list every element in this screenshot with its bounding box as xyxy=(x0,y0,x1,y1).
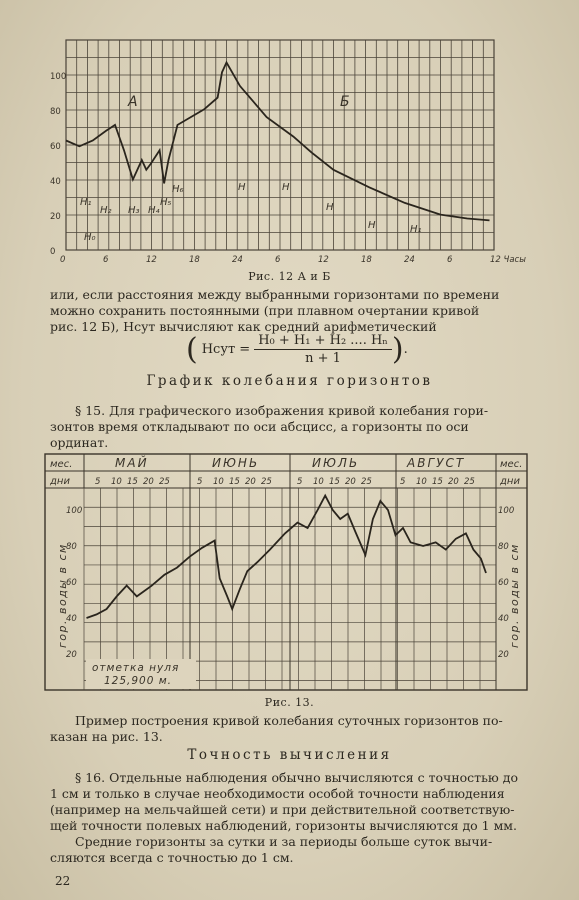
month-label-may: МАЙ xyxy=(115,456,149,470)
formula-fraction xyxy=(254,333,392,366)
day-tick: 25 xyxy=(464,477,475,487)
fig12-h-label: Н₁ xyxy=(410,224,422,235)
fig12-y-tick: 100 xyxy=(50,72,67,82)
day-tick: 25 xyxy=(261,477,272,487)
text-line: § 16. Отдельные наблюдения обычно вычисляются с точностью до xyxy=(75,770,518,785)
fig13-y-tick-right: 100 xyxy=(498,506,515,516)
fig13-y-tick-left: 80 xyxy=(66,542,77,552)
fig13-y-tick-right: 20 xyxy=(498,650,509,660)
fig12-h-label: Н₀ xyxy=(84,232,96,243)
fig13-y-tick-right: 60 xyxy=(498,578,509,588)
zero-mark-value: 125,900 м. xyxy=(104,675,173,687)
fig12-h-label: Н₁ xyxy=(80,197,92,208)
day-tick: 15 xyxy=(329,477,340,487)
fig12-x-tick: 12 xyxy=(146,255,157,265)
fig12-x-tick: 6 xyxy=(447,255,453,265)
fig12-x-tick: 18 xyxy=(361,255,372,265)
day-tick: 10 xyxy=(416,477,427,487)
fig12-y-tick: 60 xyxy=(50,142,61,152)
text-line: Пример построения кривой колебания суточных горизонтов по- xyxy=(75,713,503,728)
day-tick: 10 xyxy=(111,477,122,487)
day-tick: 15 xyxy=(229,477,240,487)
fig12-h-label: Н₆ xyxy=(172,184,184,195)
day-tick: 25 xyxy=(159,477,170,487)
month-label-june: ИЮНЬ xyxy=(212,456,260,470)
region-label-b: Б xyxy=(340,94,350,110)
fig12-x-tick: 6 xyxy=(103,255,109,265)
text-line: 1 см и только в случае необходимости особой точности наблюдения xyxy=(50,786,505,801)
day-tick: 10 xyxy=(313,477,324,487)
day-tick: 20 xyxy=(143,477,154,487)
formula-lhs: Нсут = xyxy=(201,342,251,357)
day-tick: 15 xyxy=(127,477,138,487)
figure-13-caption: Рис. 13. xyxy=(264,696,315,709)
header-mes-left: мес. xyxy=(50,459,73,470)
day-tick: 25 xyxy=(361,477,372,487)
month-label-july: ИЮЛЬ xyxy=(312,456,360,470)
text-line: зонтов время откладывают по оси абсцисс, а горизонты по оси xyxy=(50,419,469,434)
fig13-y-tick-right: 80 xyxy=(498,542,509,552)
text-line: рис. 12 Б), Нсут вычисляют как средний арифметический xyxy=(50,319,437,334)
fig12-x-tick: 24 xyxy=(404,255,415,265)
month-label-august: АВГУСТ xyxy=(407,456,466,470)
region-label-a: А xyxy=(128,94,138,110)
day-tick: 5 xyxy=(400,477,406,487)
text-line: (например на мельчайшей сети) и при действительной соответствую- xyxy=(50,802,515,817)
header-dni-right: дни xyxy=(500,476,520,487)
formula-paren-open: ( xyxy=(186,331,198,367)
zero-mark-label: отметка нуля xyxy=(92,662,180,674)
text-line: щей точности полевых наблюдений, горизонты вычисляются до 1 мм. xyxy=(50,818,518,833)
text-line: § 15. Для графического изображения кривой колебания гори- xyxy=(75,403,489,418)
day-tick: 20 xyxy=(345,477,356,487)
y-axis-label-left: гор. воды в см xyxy=(56,543,69,648)
fig12-y-tick: 80 xyxy=(50,107,61,117)
daily-level-curve xyxy=(87,496,487,618)
section-heading-graph: График колебания горизонтов xyxy=(146,373,433,389)
fig12-x-tick: 12 Часы xyxy=(490,255,526,265)
hydrograph-curve xyxy=(66,63,490,221)
text-line: казан на рис. 13. xyxy=(50,729,163,744)
day-tick: 20 xyxy=(448,477,459,487)
fig12-h-label: Н₂ xyxy=(100,205,112,216)
fig12-x-tick: 24 xyxy=(232,255,243,265)
fig12-x-tick: 12 xyxy=(318,255,329,265)
day-tick: 20 xyxy=(245,477,256,487)
fig12-h-label: Н xyxy=(368,220,376,231)
fig12-x-tick: 6 xyxy=(275,255,281,265)
fig13-y-tick-left: 100 xyxy=(66,506,83,516)
figure-12-caption: Рис. 12 А и Б xyxy=(248,270,331,283)
day-tick: 10 xyxy=(213,477,224,487)
fig13-y-tick-right: 40 xyxy=(498,614,509,624)
text-line: Средние горизонты за сутки и за периоды больше суток вычи- xyxy=(75,834,493,849)
day-tick: 5 xyxy=(297,477,303,487)
fig12-x-tick: 18 xyxy=(189,255,200,265)
page-number: 22 xyxy=(55,874,71,888)
fig12-x-tick: 0 xyxy=(60,255,66,265)
header-mes-right: мес. xyxy=(500,459,523,470)
formula-numerator: Н₀ + Н₁ + Н₂ .... Нₙ xyxy=(254,333,392,350)
fig12-h-label: Н xyxy=(282,182,290,193)
day-tick: 15 xyxy=(432,477,443,487)
figure-13-chart xyxy=(0,448,579,698)
fig12-y-tick: 0 xyxy=(50,247,56,257)
y-axis-label-right: гор. воды в см xyxy=(508,543,521,648)
formula-tail: . xyxy=(403,342,408,357)
section-heading-accuracy: Точность вычисления xyxy=(187,747,392,763)
fig12-h-label: Н₃ xyxy=(128,205,140,216)
fig12-y-tick: 40 xyxy=(50,177,61,187)
header-dni-left: дни xyxy=(50,476,70,487)
day-tick: 5 xyxy=(95,477,101,487)
fig12-h-label: Н xyxy=(326,202,334,213)
fig13-y-tick-left: 60 xyxy=(66,578,77,588)
fig12-y-tick: 20 xyxy=(50,212,61,222)
fig13-y-tick-left: 40 xyxy=(66,614,77,624)
formula-paren-close: ) xyxy=(391,331,404,367)
text-line: сляются всегда с точностью до 1 см. xyxy=(50,850,294,865)
formula xyxy=(186,333,408,366)
text-line: или, если расстояния между выбранными горизонтами по времени xyxy=(50,287,500,302)
text-line: можно сохранить постоянными (при плавном очертании кривой xyxy=(50,303,480,318)
formula-denominator: n + 1 xyxy=(305,351,341,366)
day-tick: 5 xyxy=(197,477,203,487)
figure-12-chart xyxy=(0,0,579,270)
fig12-h-label: Н₄ xyxy=(148,205,160,216)
fig13-y-tick-left: 20 xyxy=(66,650,77,660)
text-line: ординат. xyxy=(50,435,109,450)
fig12-h-label: Н xyxy=(238,182,246,193)
fig12-h-label: Н₅ xyxy=(160,197,172,208)
